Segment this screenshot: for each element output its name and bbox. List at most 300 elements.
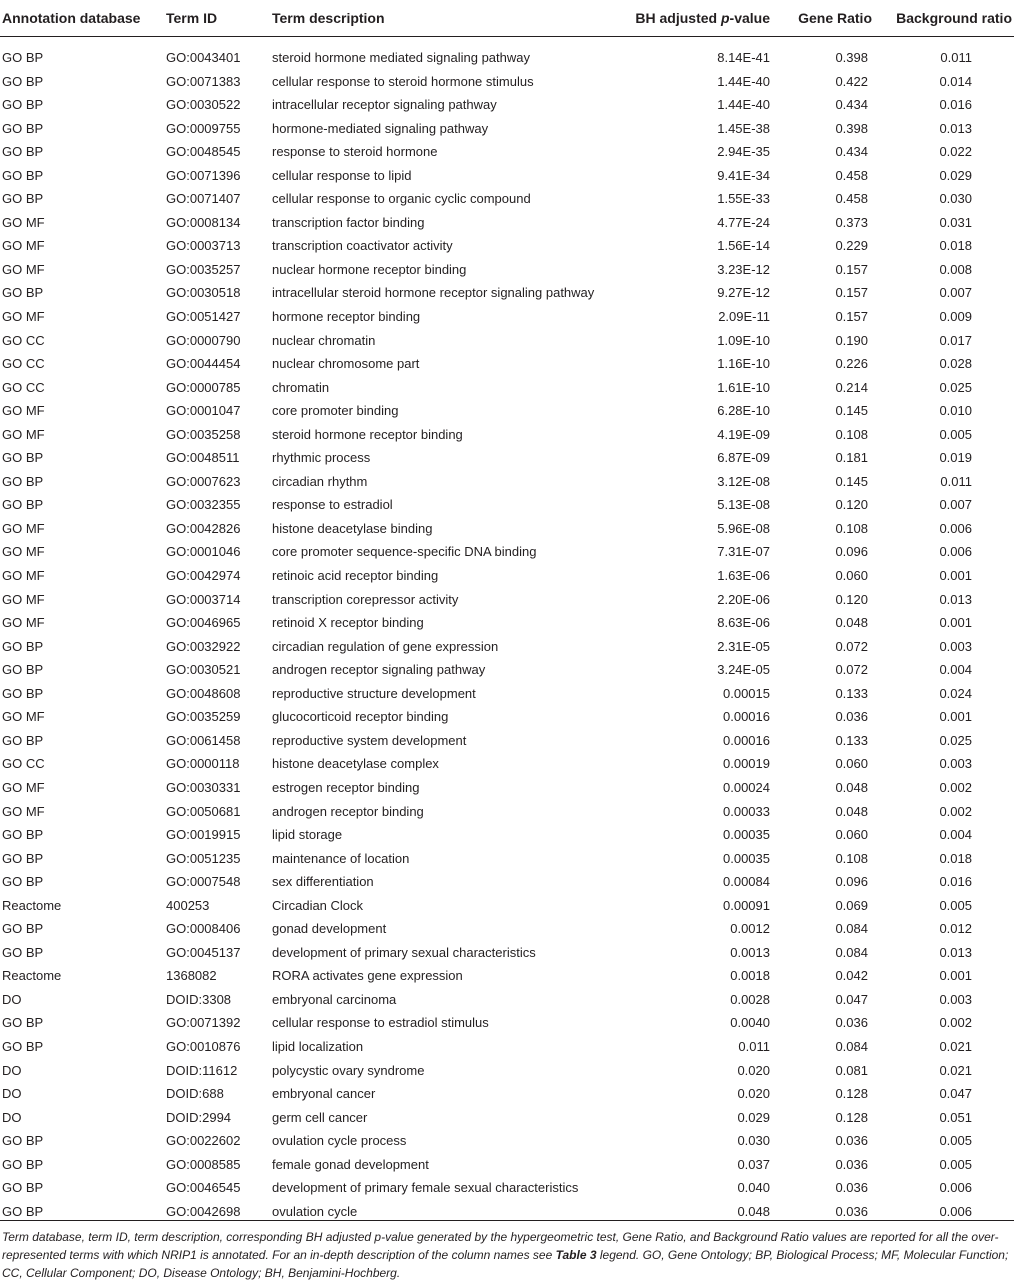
cell-term-id: GO:0008585: [166, 1156, 241, 1172]
cell-gene-ratio: 0.072: [835, 638, 868, 654]
table-footnote: [2, 1228, 1012, 1283]
cell-gene-ratio: 0.128: [835, 1109, 868, 1125]
cell-term-description: nuclear hormone receptor binding: [272, 261, 467, 277]
cell-background-ratio: 0.003: [939, 991, 972, 1007]
cell-term-id: GO:0000790: [166, 332, 241, 348]
cell-gene-ratio: 0.036: [835, 1015, 868, 1031]
cell-database: GO BP: [2, 73, 44, 89]
cell-term-description: ovulation cycle process: [272, 1133, 407, 1149]
cell-gene-ratio: 0.036: [835, 709, 868, 725]
cell-gene-ratio: 0.373: [835, 214, 868, 230]
footnote-text-1: Term database, term ID, term description, corresponding BH adjusted p-value generated by the hypergeometric test, Gene Ratio, and Background Ratio values are reported for all the over-represented terms with which NRIP1 is annotated. For an in-depth description of the column names see: [2, 1230, 999, 1263]
cell-background-ratio: 0.002: [939, 779, 972, 795]
cell-background-ratio: 0.011: [940, 473, 972, 489]
cell-database: GO MF: [2, 238, 45, 254]
cell-database: GO BP: [2, 497, 44, 513]
table-row: [0, 258, 1014, 282]
table-row: [0, 446, 1014, 470]
cell-background-ratio: 0.014: [939, 73, 972, 89]
cell-term-id: GO:0030518: [166, 285, 241, 301]
table-row: [0, 1106, 1014, 1130]
cell-background-ratio: 0.001: [939, 615, 972, 631]
cell-background-ratio: 0.051: [939, 1109, 972, 1125]
cell-term-description: rhythmic process: [272, 450, 371, 466]
cell-term-id: GO:0050681: [166, 803, 241, 819]
cell-database: GO MF: [2, 544, 45, 560]
cell-background-ratio: 0.004: [939, 827, 972, 843]
cell-database: GO BP: [2, 1156, 44, 1172]
cell-term-description: embryonal carcinoma: [272, 991, 397, 1007]
cell-database: Reactome: [2, 968, 62, 984]
cell-term-id: GO:0046965: [166, 615, 241, 631]
cell-term-description: core promoter binding: [272, 403, 399, 419]
cell-term-id: 1368082: [166, 968, 217, 984]
table-row: [0, 705, 1014, 729]
cell-gene-ratio: 0.069: [835, 897, 868, 913]
cell-background-ratio: 0.021: [939, 1062, 972, 1078]
cell-gene-ratio: 0.133: [835, 732, 868, 748]
cell-bh-p-value: 7.31E-07: [717, 544, 770, 560]
cell-bh-p-value: 3.24E-05: [717, 662, 770, 678]
cell-gene-ratio: 0.398: [835, 50, 868, 65]
cell-term-description: RORA activates gene expression: [272, 968, 463, 984]
cell-term-id: GO:0071392: [166, 1015, 241, 1031]
cell-term-id: GO:0043401: [166, 50, 241, 65]
table-row: [0, 470, 1014, 494]
cell-bh-p-value: 0.030: [737, 1133, 770, 1149]
cell-background-ratio: 0.018: [939, 238, 972, 254]
cell-gene-ratio: 0.048: [835, 779, 868, 795]
header-gene-ratio: Gene Ratio: [798, 10, 872, 26]
cell-bh-p-value: 1.45E-38: [717, 120, 770, 136]
table-row: [0, 423, 1014, 447]
cell-bh-p-value: 0.00035: [723, 850, 770, 866]
cell-database: GO MF: [2, 568, 45, 584]
cell-background-ratio: 0.017: [939, 332, 972, 348]
cell-database: DO: [2, 991, 22, 1007]
cell-database: GO BP: [2, 285, 44, 301]
cell-bh-p-value: 8.63E-06: [717, 615, 770, 631]
cell-term-id: GO:0007623: [166, 473, 241, 489]
cell-database: GO CC: [2, 756, 45, 772]
cell-term-description: maintenance of location: [272, 850, 410, 866]
cell-background-ratio: 0.001: [939, 568, 972, 584]
table-row: [0, 1059, 1014, 1083]
cell-bh-p-value: 3.12E-08: [717, 473, 770, 489]
cell-bh-p-value: 0.00016: [723, 709, 770, 725]
cell-gene-ratio: 0.434: [835, 97, 868, 113]
table-row: [0, 517, 1014, 541]
cell-database: GO BP: [2, 827, 44, 843]
cell-term-description: Circadian Clock: [272, 897, 364, 913]
cell-gene-ratio: 0.157: [835, 261, 868, 277]
table-row: [0, 1129, 1014, 1153]
table-row: [0, 70, 1014, 94]
cell-background-ratio: 0.047: [939, 1086, 972, 1102]
cell-background-ratio: 0.021: [939, 1038, 972, 1054]
cell-term-description: nuclear chromatin: [272, 332, 376, 348]
cell-bh-p-value: 1.44E-40: [717, 97, 770, 113]
cell-database: GO BP: [2, 1203, 44, 1219]
cell-term-description: steroid hormone receptor binding: [272, 426, 463, 442]
cell-term-id: GO:0003713: [166, 238, 241, 254]
cell-background-ratio: 0.013: [939, 944, 972, 960]
cell-term-id: GO:0048511: [166, 450, 240, 466]
cell-term-id: GO:0035257: [166, 261, 241, 277]
cell-term-id: GO:0048545: [166, 144, 241, 160]
cell-term-id: GO:0000118: [166, 756, 240, 772]
cell-term-id: DOID:11612: [166, 1062, 238, 1078]
cell-term-id: GO:0042974: [166, 568, 241, 584]
table-row: [0, 46, 1014, 70]
cell-gene-ratio: 0.072: [835, 662, 868, 678]
cell-gene-ratio: 0.036: [835, 1203, 868, 1219]
cell-background-ratio: 0.016: [939, 97, 972, 113]
cell-bh-p-value: 1.44E-40: [717, 73, 770, 89]
cell-background-ratio: 0.031: [939, 214, 972, 230]
header-p-italic: p: [720, 10, 730, 26]
cell-term-id: GO:0008134: [166, 214, 241, 230]
cell-term-description: intracellular steroid hormone receptor signaling pathway: [272, 285, 595, 301]
cell-database: GO BP: [2, 662, 44, 678]
cell-background-ratio: 0.010: [939, 403, 972, 419]
cell-term-description: response to estradiol: [272, 497, 393, 513]
cell-background-ratio: 0.007: [939, 285, 972, 301]
cell-background-ratio: 0.025: [939, 379, 972, 395]
cell-bh-p-value: 1.61E-10: [717, 379, 770, 395]
cell-term-id: GO:0042826: [166, 520, 241, 536]
cell-database: GO BP: [2, 921, 44, 937]
cell-term-id: GO:0071407: [166, 191, 241, 207]
cell-term-id: GO:0045137: [166, 944, 241, 960]
cell-term-id: GO:0030331: [166, 779, 241, 795]
cell-database: GO BP: [2, 874, 44, 890]
cell-term-id: GO:0071396: [166, 167, 241, 183]
cell-gene-ratio: 0.120: [835, 497, 868, 513]
cell-term-id: GO:0001047: [166, 403, 241, 419]
cell-bh-p-value: 6.28E-10: [717, 403, 770, 419]
cell-background-ratio: 0.011: [940, 50, 972, 65]
table-row: [0, 847, 1014, 871]
cell-database: GO BP: [2, 144, 44, 160]
cell-term-description: retinoic acid receptor binding: [272, 568, 439, 584]
table-row: [0, 234, 1014, 258]
cell-gene-ratio: 0.108: [835, 520, 868, 536]
cell-bh-p-value: 9.41E-34: [717, 167, 770, 183]
cell-term-description: response to steroid hormone: [272, 144, 438, 160]
cell-gene-ratio: 0.157: [835, 285, 868, 301]
table-row: [0, 564, 1014, 588]
table-row: [0, 682, 1014, 706]
cell-term-description: cellular response to lipid: [272, 167, 412, 183]
cell-term-id: DOID:688: [166, 1086, 224, 1102]
table-row: [0, 187, 1014, 211]
cell-background-ratio: 0.005: [939, 1156, 972, 1172]
table-row: [0, 635, 1014, 659]
cell-bh-p-value: 2.20E-06: [717, 591, 770, 607]
cell-bh-p-value: 1.09E-10: [717, 332, 770, 348]
cell-gene-ratio: 0.190: [835, 332, 868, 348]
table-row: [0, 281, 1014, 305]
cell-term-description: sex differentiation: [272, 874, 374, 890]
cell-bh-p-value: 0.00091: [723, 897, 770, 913]
cell-database: GO MF: [2, 403, 45, 419]
cell-term-id: GO:0010876: [166, 1038, 241, 1054]
cell-database: DO: [2, 1109, 22, 1125]
table-row: [0, 376, 1014, 400]
cell-database: GO MF: [2, 214, 45, 230]
cell-gene-ratio: 0.120: [835, 591, 868, 607]
cell-database: GO BP: [2, 685, 44, 701]
cell-gene-ratio: 0.096: [835, 874, 868, 890]
cell-database: GO BP: [2, 50, 44, 65]
cell-term-description: lipid localization: [272, 1038, 364, 1054]
cell-database: GO MF: [2, 709, 45, 725]
cell-term-id: GO:0000785: [166, 379, 241, 395]
cell-gene-ratio: 0.157: [835, 309, 868, 325]
cell-bh-p-value: 5.13E-08: [717, 497, 770, 513]
cell-gene-ratio: 0.133: [835, 685, 868, 701]
cell-database: GO MF: [2, 520, 45, 536]
cell-gene-ratio: 0.214: [835, 379, 868, 395]
cell-bh-p-value: 0.0013: [730, 944, 770, 960]
cell-term-id: GO:0030521: [166, 662, 241, 678]
cell-background-ratio: 0.006: [939, 520, 972, 536]
table-row: [0, 1082, 1014, 1106]
cell-bh-p-value: 3.23E-12: [717, 261, 770, 277]
cell-bh-p-value: 1.16E-10: [717, 356, 770, 372]
cell-background-ratio: 0.006: [939, 1180, 972, 1196]
cell-term-description: circadian rhythm: [272, 473, 368, 489]
cell-bh-p-value: 1.63E-06: [717, 568, 770, 584]
table-row: [0, 140, 1014, 164]
cell-database: GO BP: [2, 944, 44, 960]
cell-term-description: ovulation cycle: [272, 1203, 358, 1219]
table-row: [0, 305, 1014, 329]
table-row: [0, 752, 1014, 776]
cell-database: Reactome: [2, 897, 62, 913]
cell-database: GO MF: [2, 426, 45, 442]
cell-bh-p-value: 0.00019: [723, 756, 770, 772]
table-row: [0, 1011, 1014, 1035]
cell-database: GO MF: [2, 309, 45, 325]
table-header: [0, 0, 1014, 37]
cell-bh-p-value: 0.00033: [723, 803, 770, 819]
cell-term-description: reproductive system development: [272, 732, 467, 748]
cell-gene-ratio: 0.145: [835, 403, 868, 419]
cell-gene-ratio: 0.060: [835, 756, 868, 772]
table-row: [0, 399, 1014, 423]
cell-bh-p-value: 0.020: [737, 1086, 770, 1102]
cell-bh-p-value: 0.048: [737, 1203, 770, 1219]
cell-term-id: GO:0019915: [166, 827, 241, 843]
cell-bh-p-value: 4.77E-24: [717, 214, 770, 230]
cell-background-ratio: 0.016: [939, 874, 972, 890]
cell-background-ratio: 0.013: [939, 120, 972, 136]
cell-term-description: androgen receptor signaling pathway: [272, 662, 486, 678]
footnote-table-ref: Table 3: [555, 1248, 597, 1263]
cell-database: GO BP: [2, 732, 44, 748]
cell-gene-ratio: 0.226: [835, 356, 868, 372]
table-row: [0, 823, 1014, 847]
cell-term-id: GO:0051235: [166, 850, 241, 866]
cell-database: GO BP: [2, 1015, 44, 1031]
cell-bh-p-value: 1.55E-33: [717, 191, 770, 207]
cell-term-id: GO:0030522: [166, 97, 241, 113]
cell-database: GO CC: [2, 332, 45, 348]
cell-bh-p-value: 0.040: [737, 1180, 770, 1196]
cell-background-ratio: 0.024: [939, 685, 972, 701]
cell-background-ratio: 0.001: [939, 709, 972, 725]
cell-background-ratio: 0.003: [939, 756, 972, 772]
table-row: [0, 776, 1014, 800]
cell-bh-p-value: 0.037: [737, 1156, 770, 1172]
cell-term-description: core promoter sequence-specific DNA binding: [272, 544, 537, 560]
table-row: [0, 164, 1014, 188]
cell-term-description: polycystic ovary syndrome: [272, 1062, 425, 1078]
cell-term-id: GO:0048608: [166, 685, 241, 701]
cell-bh-p-value: 0.029: [737, 1109, 770, 1125]
cell-term-id: GO:0061458: [166, 732, 241, 748]
cell-term-id: GO:0035258: [166, 426, 241, 442]
cell-gene-ratio: 0.036: [835, 1180, 868, 1196]
cell-term-description: steroid hormone mediated signaling pathway: [272, 50, 530, 65]
table-row: [0, 611, 1014, 635]
cell-term-description: hormone-mediated signaling pathway: [272, 120, 489, 136]
cell-background-ratio: 0.008: [939, 261, 972, 277]
cell-term-description: lipid storage: [272, 827, 343, 843]
table-body: [0, 37, 1014, 1223]
table-row: [0, 894, 1014, 918]
cell-bh-p-value: 0.0018: [730, 968, 770, 984]
cell-term-id: GO:0032355: [166, 497, 241, 513]
cell-bh-p-value: 0.020: [737, 1062, 770, 1078]
cell-gene-ratio: 0.060: [835, 827, 868, 843]
cell-gene-ratio: 0.084: [835, 1038, 868, 1054]
cell-database: GO MF: [2, 591, 45, 607]
cell-term-description: glucocorticoid receptor binding: [272, 709, 449, 725]
cell-term-description: development of primary sexual characteristics: [272, 944, 536, 960]
cell-term-id: GO:0071383: [166, 73, 241, 89]
cell-bh-p-value: 5.96E-08: [717, 520, 770, 536]
cell-gene-ratio: 0.181: [835, 450, 868, 466]
cell-bh-p-value: 0.011: [738, 1038, 770, 1054]
cell-background-ratio: 0.012: [939, 921, 972, 937]
cell-database: GO MF: [2, 615, 45, 631]
cell-background-ratio: 0.004: [939, 662, 972, 678]
table-row: [0, 917, 1014, 941]
table-row: [0, 988, 1014, 1012]
cell-background-ratio: 0.007: [939, 497, 972, 513]
cell-gene-ratio: 0.128: [835, 1086, 868, 1102]
header-annotation-database: Annotation database: [2, 10, 141, 26]
cell-gene-ratio: 0.060: [835, 568, 868, 584]
cell-bh-p-value: 1.56E-14: [717, 238, 770, 254]
cell-gene-ratio: 0.229: [835, 238, 868, 254]
cell-gene-ratio: 0.036: [835, 1156, 868, 1172]
cell-term-id: DOID:2994: [166, 1109, 232, 1125]
cell-term-id: GO:0032922: [166, 638, 241, 654]
cell-gene-ratio: 0.081: [835, 1062, 868, 1078]
table-row: [0, 352, 1014, 376]
cell-bh-p-value: 0.0028: [730, 991, 770, 1007]
cell-background-ratio: 0.002: [939, 1015, 972, 1031]
cell-background-ratio: 0.003: [939, 638, 972, 654]
cell-background-ratio: 0.006: [939, 544, 972, 560]
table-row: [0, 329, 1014, 353]
cell-database: GO BP: [2, 167, 44, 183]
cell-bh-p-value: 0.0040: [730, 1015, 770, 1031]
cell-background-ratio: 0.005: [939, 897, 972, 913]
cell-bh-p-value: 8.14E-41: [717, 50, 770, 65]
cell-background-ratio: 0.001: [939, 968, 972, 984]
table-row: [0, 117, 1014, 141]
cell-database: GO CC: [2, 379, 45, 395]
cell-term-description: histone deacetylase complex: [272, 756, 439, 772]
cell-term-description: cellular response to organic cyclic compound: [272, 191, 531, 207]
header-value-suffix: -value: [729, 10, 770, 26]
cell-background-ratio: 0.002: [939, 803, 972, 819]
cell-database: GO BP: [2, 450, 44, 466]
cell-term-description: reproductive structure development: [272, 685, 476, 701]
cell-gene-ratio: 0.047: [835, 991, 868, 1007]
cell-background-ratio: 0.013: [939, 591, 972, 607]
footnote-text-2: legend. GO, Gene Ontology; BP, Biological Process; MF, Molecular Function; CC, Cellular Component; DO, Disease Ontology; BH, Benjamini-Hochberg.: [2, 1248, 1009, 1281]
cell-database: GO BP: [2, 1038, 44, 1054]
cell-term-description: female gonad development: [272, 1156, 429, 1172]
table-row: [0, 540, 1014, 564]
cell-gene-ratio: 0.096: [835, 544, 868, 560]
cell-term-id: GO:0046545: [166, 1180, 241, 1196]
cell-term-id: GO:0009755: [166, 120, 241, 136]
cell-term-description: retinoid X receptor binding: [272, 615, 424, 631]
cell-term-id: GO:0007548: [166, 874, 241, 890]
cell-term-description: histone deacetylase binding: [272, 520, 433, 536]
table-row: [0, 211, 1014, 235]
cell-bh-p-value: 6.87E-09: [717, 450, 770, 466]
cell-term-id: GO:0001046: [166, 544, 241, 560]
cell-gene-ratio: 0.398: [835, 120, 868, 136]
cell-gene-ratio: 0.048: [835, 615, 868, 631]
cell-term-id: GO:0022602: [166, 1133, 241, 1149]
cell-gene-ratio: 0.042: [835, 968, 868, 984]
cell-bh-p-value: 9.27E-12: [717, 285, 770, 301]
cell-database: GO MF: [2, 803, 45, 819]
cell-gene-ratio: 0.422: [835, 73, 868, 89]
cell-term-description: germ cell cancer: [272, 1109, 368, 1125]
table-row: [0, 1035, 1014, 1059]
table-row: [0, 658, 1014, 682]
cell-database: GO MF: [2, 779, 45, 795]
cell-term-description: hormone receptor binding: [272, 309, 421, 325]
cell-background-ratio: 0.019: [939, 450, 972, 466]
cell-database: GO BP: [2, 191, 44, 207]
cell-background-ratio: 0.030: [939, 191, 972, 207]
cell-gene-ratio: 0.048: [835, 803, 868, 819]
table-row: [0, 93, 1014, 117]
table-row: [0, 870, 1014, 894]
header-bh-adjusted-p-value: [635, 10, 770, 26]
cell-bh-p-value: 0.00015: [723, 685, 770, 701]
cell-term-id: GO:0035259: [166, 709, 241, 725]
header-term-description: Term description: [272, 10, 385, 26]
cell-term-id: 400253: [166, 897, 210, 913]
cell-gene-ratio: 0.145: [835, 473, 868, 489]
cell-term-id: GO:0008406: [166, 921, 241, 937]
cell-background-ratio: 0.018: [939, 850, 972, 866]
cell-background-ratio: 0.005: [939, 1133, 972, 1149]
cell-bh-p-value: 0.00024: [723, 779, 770, 795]
